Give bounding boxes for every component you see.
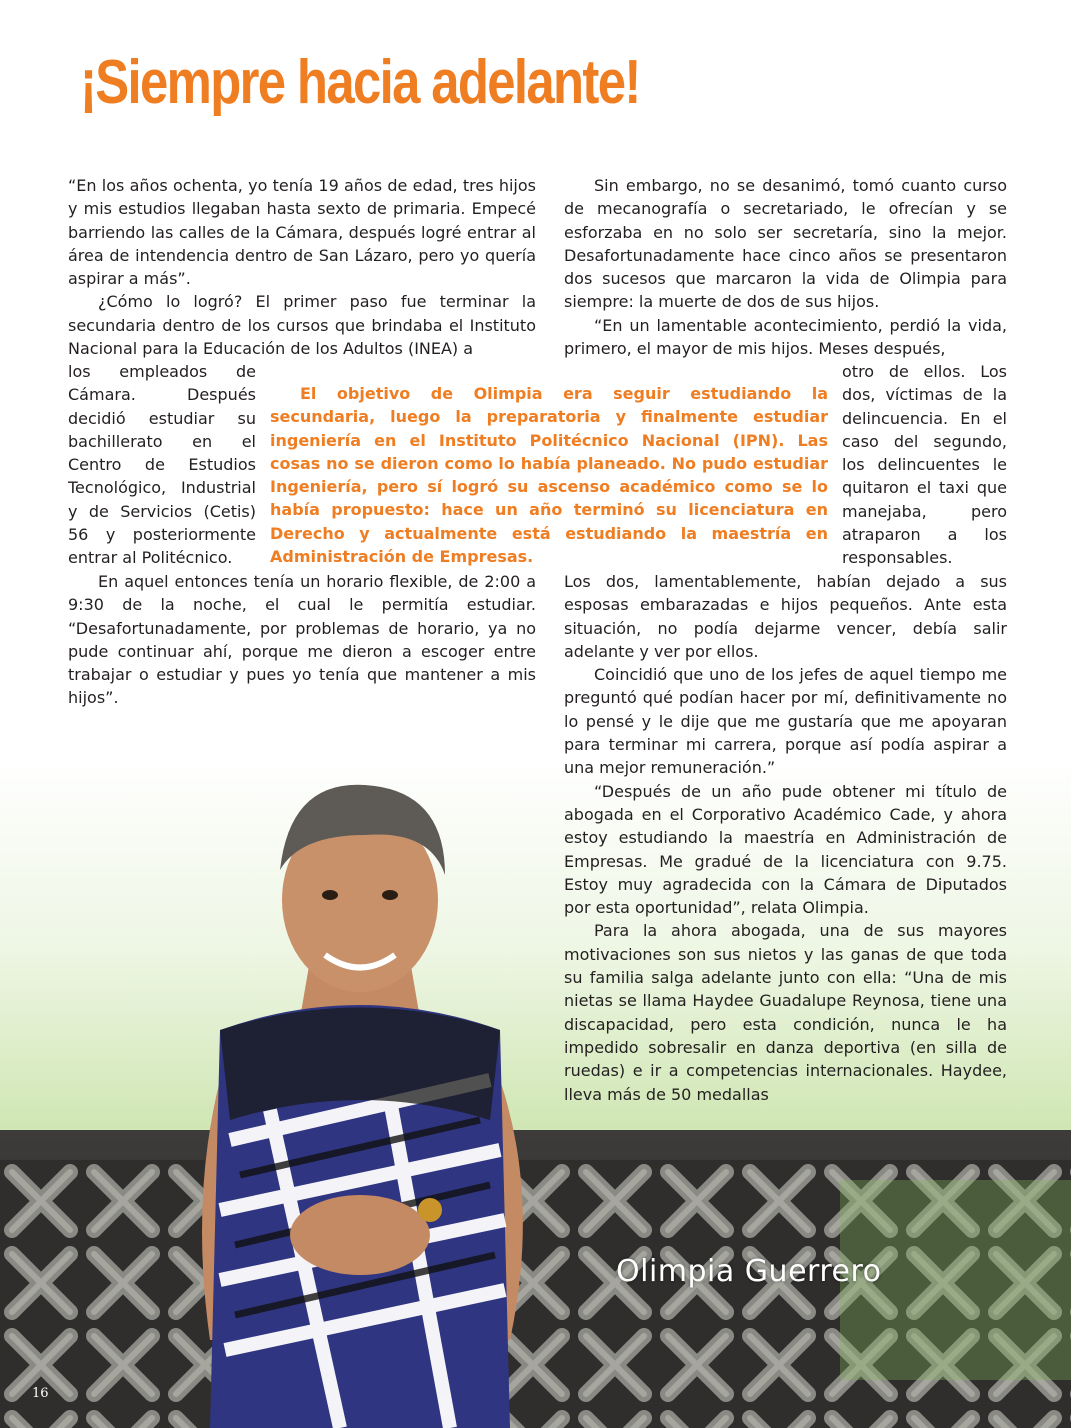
paragraph: Sin embargo, no se desanimó, tomó cuanto curso de mecanografía o secretariado, le ofrecían y se esforzaba en no solo ser secretaría, sino la mejor. Desafortunadamente hace cinco años se presentaron dos sucesos que marcaron la vida de Olimpia para siempre: la muerte de dos de sus hijos. — [564, 176, 1007, 312]
right-column-top — [564, 174, 1007, 360]
paragraph: “En los años ochenta, yo tenía 19 años de edad, tres hijos y mis estudios llegaban hasta sexto de primaria. Empecé barriendo las calles de la Cámara, después logré entrar al área de intendencia dentro de San Lázaro, pero yo quería aspirar a más”. — [68, 176, 536, 289]
paragraph: ¿Cómo lo logró? El primer paso fue terminar la secundaria dentro de los cursos que brindaba el Instituto Nacional para la Educación de los Adultos (INEA) a — [68, 292, 536, 359]
left-column-top — [68, 174, 536, 360]
left-column-bottom — [68, 570, 536, 710]
pull-quote — [270, 382, 828, 568]
paragraph: En aquel entonces tenía un horario flexible, de 2:00 a 9:30 de la noche, el cual le permitía estudiar. “Desafortunadamente, por problemas de horario, ya no pude continuar ahí, porque me dieron a escoger entre trabajar o estudiar y pues yo tenía que mantener a mis hijos”. — [68, 572, 536, 708]
pull-quote-text: El objetivo de Olimpia era seguir estudiando la secundaria, luego la preparatoria y finalmente estudiar ingeniería en el Instituto Politécnico Nacional (IPN). Las cosas no se dieron como lo había planeado. No pudo estudiar Ingeniería, pero sí logró su ascenso académico como se lo había propuesto: hace un año terminó su licenciatura en Derecho y actualmente está estudiando la maestría en Administración de Empresas. — [270, 384, 828, 567]
paragraph: Para la ahora abogada, una de sus mayores motivaciones son sus nietos y las ganas de que toda su familia salga adelante junto con ella: “Una de mis nietas se llama Haydee Guadalupe Reynosa, tiene una discapacidad, pero esta condición, nunca le ha impedido sobresalir en danza deportiva (en silla de ruedas) e ir a competencias internacionales. Haydee, lleva más de 50 medallas — [564, 921, 1007, 1104]
paragraph: otro de ellos. Los dos, víctimas de la delincuencia. En el caso del segundo, los delincuentes le quitaron el taxi que manejaba, pero atraparon a los responsables. — [842, 362, 1007, 568]
paragraph: Los dos, lamentablemente, habían dejado a sus esposas embarazadas e hijos pequeños. Ante esta situación, no podía dejarme vencer, debía salir adelante y ver por ellos. — [564, 572, 1007, 661]
paragraph: los empleados de Cámara. Después decidió estudiar su bachillerato en el Centro de Estudios Tecnológico, Industrial y de Servicios (Cetis) 56 y posteriormente entrar al Politécnico. — [68, 362, 256, 568]
paragraph: “Después de un año pude obtener mi título de abogada en el Corporativo Académico Cade, y ahora estoy estudiando la maestría en Administración de Empresas. Me gradué de la licenciatura con 9.75. Estoy muy agradecida con la Cámara de Diputados por esta oportunidad”, relata Olimpia. — [564, 781, 1007, 918]
paragraph: “En un lamentable acontecimiento, perdió la vida, primero, el mayor de mis hijos. Meses después, — [564, 315, 1007, 359]
paragraph: Coincidió que uno de los jefes de aquel tiempo me preguntó qué podían hacer por mí, definitivamente no lo pensé y le dije que me gustaría que me apoyaran para terminar mi carrera, porque así podía aspirar a una mejor remuneración.” — [564, 665, 1007, 778]
page-number: 16 — [32, 1386, 49, 1401]
left-column-narrow — [68, 360, 256, 570]
right-column-narrow — [842, 360, 1007, 570]
article-headline: ¡Siempre hacia adelante! — [80, 48, 640, 117]
right-column-bottom — [564, 570, 1007, 1106]
photo-caption: Olimpia Guerrero — [616, 1254, 882, 1289]
portrait-photo — [150, 780, 570, 1428]
